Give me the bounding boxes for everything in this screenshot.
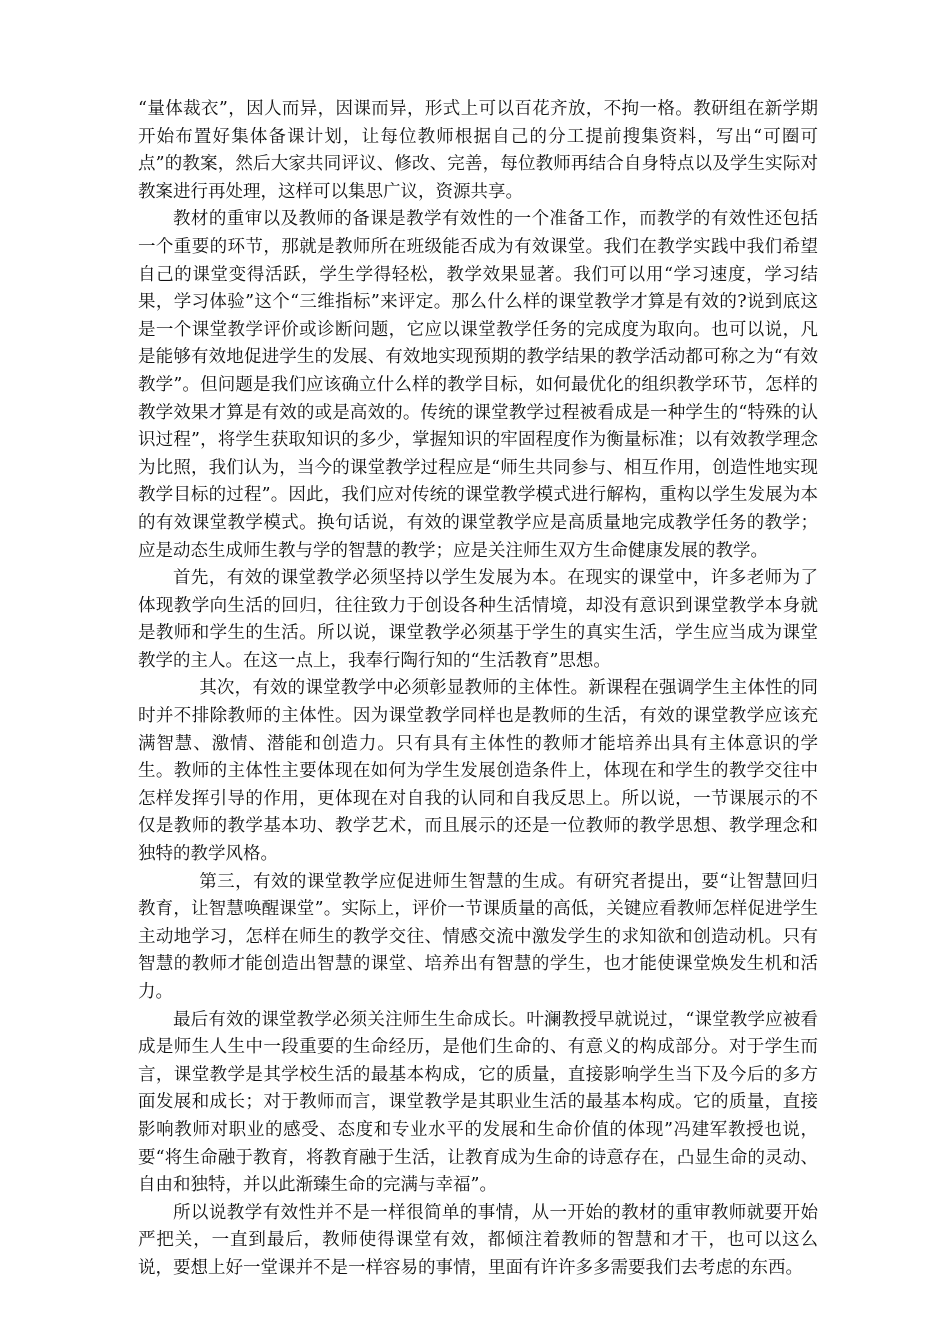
paragraph-3: 首先，有效的课堂教学必须坚持以学生发展为本。在现实的课堂中，许多老师为了体现教学向生活的回归，往往致力于创设各种生活情境，却没有意识到课堂教学本身就是教师和学生的生活。所以说，课堂教学必须基于学生的真实生活，学生应当成为课堂教学的主人。在这一点上，我奉行陶行知的“生活教育”思想。: [138, 568, 818, 671]
paragraph-1: “量体裁衣”，因人而异，因课而异，形式上可以百花齐放，不拘一格。教研组在新学期开始布置好集体备课计划，让每位教师根据自己的分工提前搜集资料，写出“可圈可点”的教案，然后大家共同评议、修改、完善，每位教师再结合自身特点以及学生实际对教案进行再处理，这样可以集思广议，资源共享。: [138, 99, 818, 202]
paragraph-7: 所以说教学有效性并不是一样很简单的事情，从一开始的教材的重审教师就要开始严把关，一直到最后，教师使得课堂有效，都倾注着教师的智慧和才干，也可以这么说，要想上好一堂课并不是一样容易的事情，里面有许许多多需要我们去考虑的东西。: [138, 1202, 818, 1278]
paragraph-5: 第三，有效的课堂教学应促进师生智慧的生成。有研究者提出，要“让智慧回归教育，让智慧唤醒课堂”。实际上，评价一节课质量的高低，关键应看教师怎样促进学生主动地学习，怎样在师生的教学交往、情感交流中激发学生的求知欲和创造动机。只有智慧的教师才能创造出智慧的课堂、培养出有智慧的学生，也才能使课堂焕发生机和活力。: [138, 871, 818, 1002]
paragraph-6: 最后有效的课堂教学必须关注师生生命成长。叶澜教授早就说过，“课堂教学应被看成是师生人生中一段重要的生命经历，是他们生命的、有意义的构成部分。对于学生而言，课堂教学是其学校生活的最基本构成，它的质量，直接影响学生当下及今后的多方面发展和成长；对于教师而言，课堂教学是其职业生活的最基本构成。它的质量，直接影响教师对职业的感受、态度和专业水平的发展和生命价值的体现”冯建军教授也说，要“将生命融于教育，将教育融于生活，让教育成为生命的诗意存在，凸显生命的灵动、自由和独特，并以此渐臻生命的完满与幸福”。: [138, 1009, 818, 1196]
paragraph-4: 其次，有效的课堂教学中必须彰显教师的主体性。新课程在强调学生主体性的同时并不排除教师的主体性。因为课堂教学同样也是教师的生活，有效的课堂教学应该充满智慧、激情、潜能和创造力。只有具有主体性的教师才能培养出具有主体意识的学生。教师的主体性主要体现在如何为学生发展创造条件上，体现在和学生的教学交往中怎样发挥引导的作用，更体现在对自我的认同和自我反思上。所以说，一节课展示的不仅是教师的教学基本功、教学艺术，而且展示的还是一位教师的教学思想、教学理念和独特的教学风格。: [138, 678, 818, 865]
paragraph-2: 教材的重审以及教师的备课是教学有效性的一个准备工作，而教学的有效性还包括一个重要的环节，那就是教师所在班级能否成为有效课堂。我们在教学实践中我们希望自己的课堂变得活跃，学生学得轻松，教学效果显著。我们可以用“学习速度，学习结果，学习体验”这个“三维指标”来评定。那么什么样的课堂教学才算是有效的?说到底这是一个课堂教学评价或诊断问题，它应以课堂教学任务的完成度为取向。也可以说，凡是能够有效地促进学生的发展、有效地实现预期的教学结果的教学活动都可称之为“有效教学”。但问题是我们应该确立什么样的教学目标，如何最优化的组织教学环节，怎样的教学效果才算是有效的或是高效的。传统的课堂教学过程被看成是一种学生的“特殊的认识过程”，将学生获取知识的多少，掌握知识的牢固程度作为衡量标准；以有效教学理念为比照，我们认为，当今的课堂教学过程应是“师生共同参与、相互作用，创造性地实现教学目标的过程”。因此，我们应对传统的课堂教学模式进行解构，重构以学生发展为本的有效课堂教学模式。换句话说，有效的课堂教学应是高质量地完成教学任务的教学；应是动态生成师生教与学的智慧的教学；应是关注师生双方生命健康发展的教学。: [138, 209, 818, 561]
document-page: [138, 96, 818, 1283]
